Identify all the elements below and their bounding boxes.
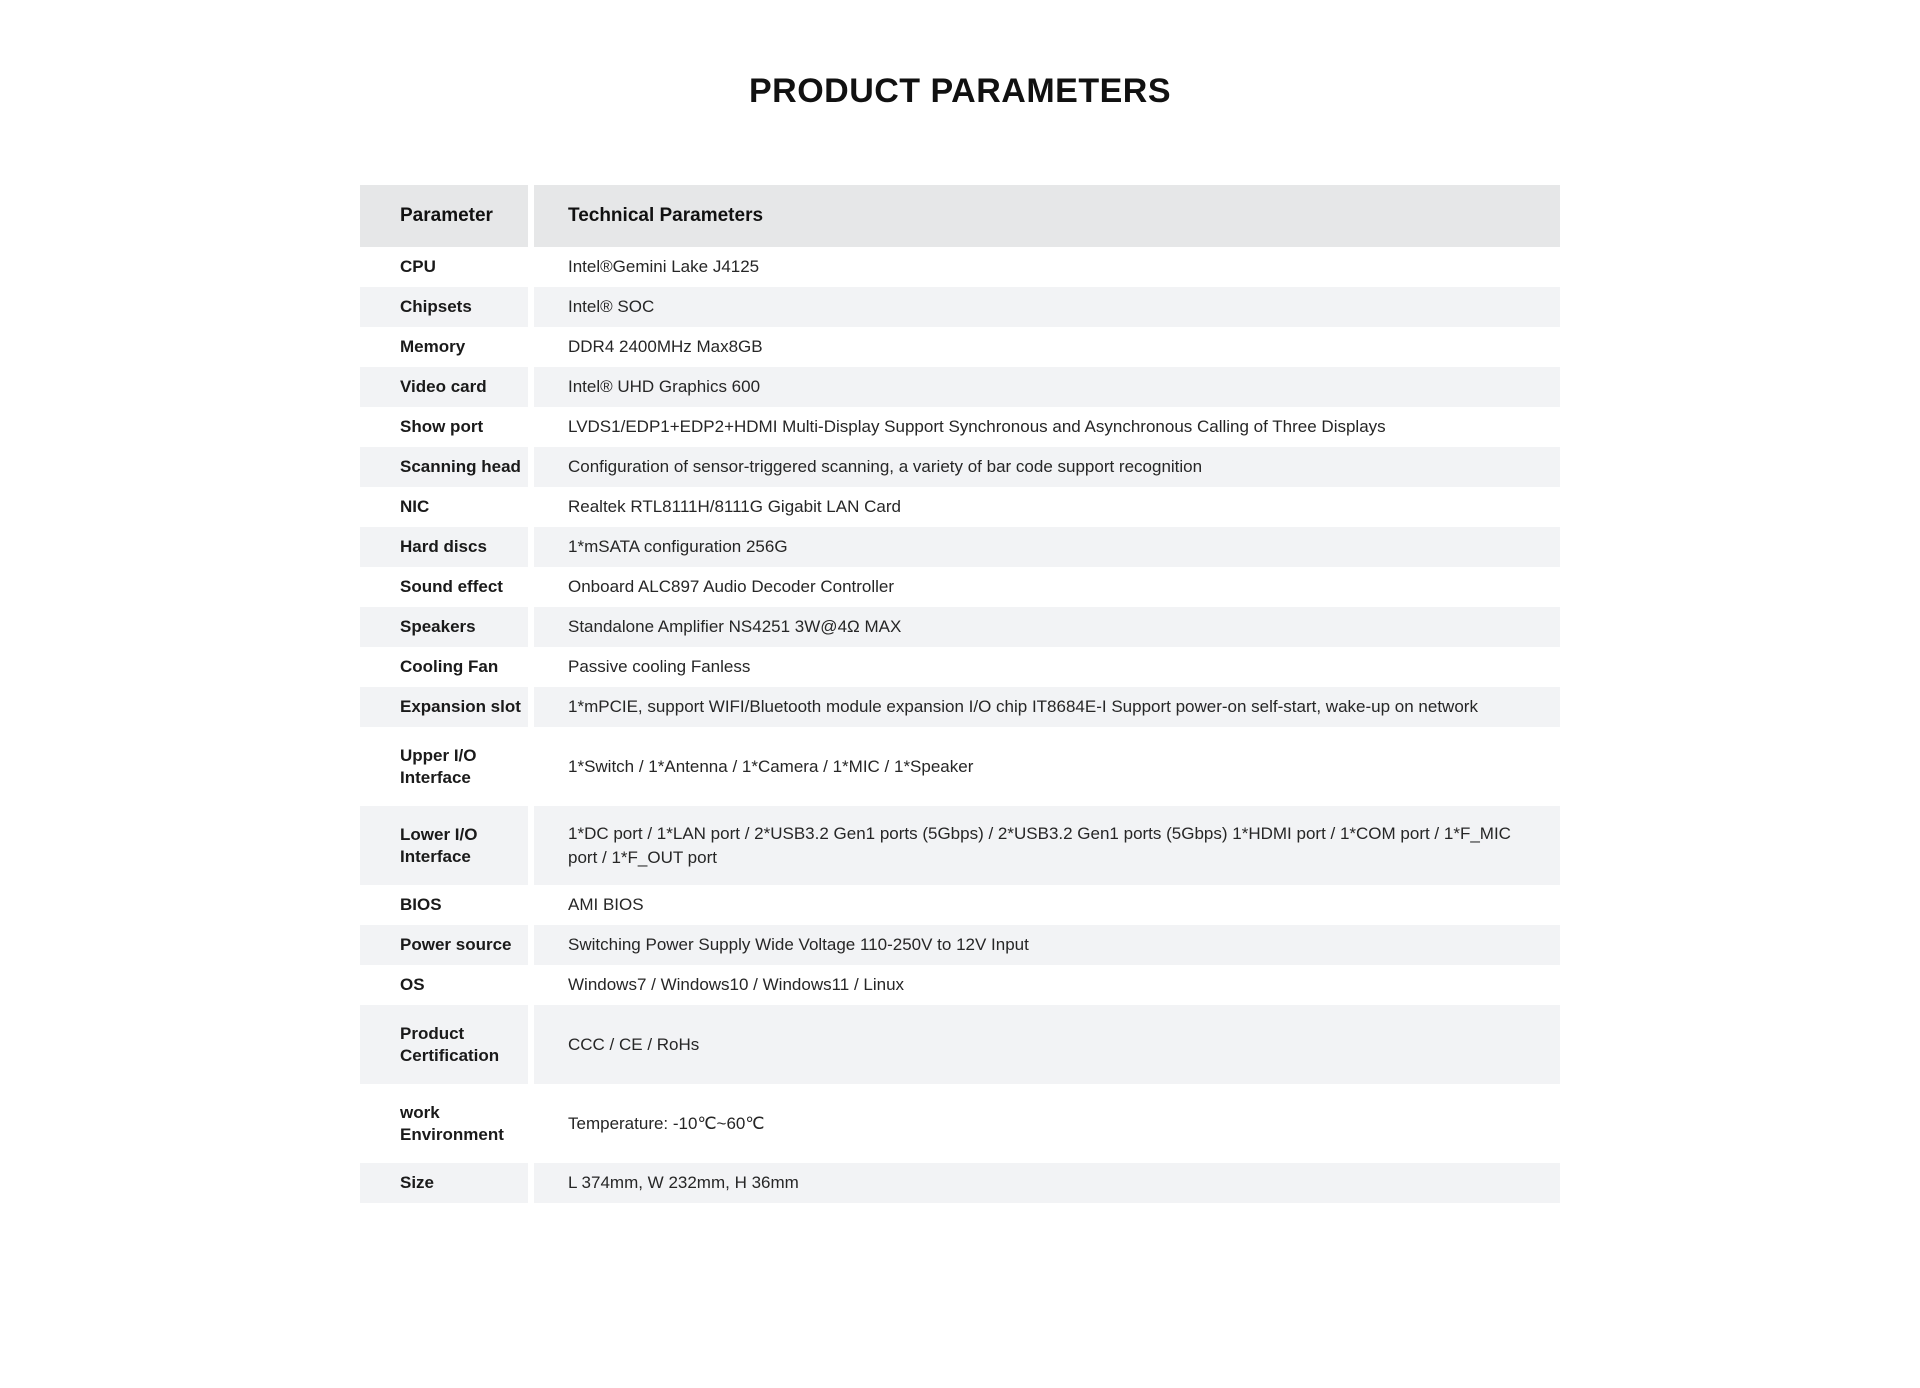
- parameter-value-cell: 1*mPCIE, support WIFI/Bluetooth module expansion I/O chip IT8684E-I Support power-on self-start, wake-up on network: [534, 687, 1560, 727]
- parameter-value-cell: Realtek RTL8111H/8111G Gigabit LAN Card: [568, 497, 901, 516]
- table-header-row: [360, 185, 1560, 247]
- parameter-value-cell: 1*mSATA configuration 256G: [534, 527, 1560, 567]
- parameter-value-cell: Temperature: -10℃~60℃: [568, 1113, 765, 1133]
- parameter-value-cell: L 374mm, W 232mm, H 36mm: [534, 1163, 1560, 1203]
- table-row: [360, 647, 1560, 687]
- parameter-name-cell: Cooling Fan: [400, 657, 499, 676]
- product-parameters-page: [0, 72, 1920, 1203]
- parameter-value-cell: DDR4 2400MHz Max8GB: [568, 337, 763, 356]
- parameter-value-cell: Standalone Amplifier NS4251 3W@4Ω MAX: [534, 607, 1560, 647]
- parameter-name-cell: Product Certification: [360, 1005, 528, 1084]
- parameter-name-cell: Hard discs: [360, 527, 528, 567]
- page-title: PRODUCT PARAMETERS: [748, 72, 1172, 110]
- table-row: [360, 1005, 1560, 1084]
- parameter-name-cell: Video card: [360, 367, 528, 407]
- table-row: [360, 727, 1560, 806]
- parameter-name-cell: Chipsets: [360, 287, 528, 327]
- parameter-name-cell: BIOS: [400, 895, 442, 914]
- parameter-name-cell: Show port: [400, 417, 484, 436]
- parameters-table: [360, 185, 1560, 1203]
- parameter-value-cell: Passive cooling Fanless: [568, 657, 751, 676]
- parameter-value-cell: 1*DC port / 1*LAN port / 2*USB3.2 Gen1 ports (5Gbps) / 2*USB3.2 Gen1 ports (5Gbps) 1*HDMI port / 1*COM port / 1*F_MIC port / 1*F_OUT port: [534, 806, 1560, 885]
- table-row: [360, 806, 1560, 885]
- table-row: [360, 567, 1560, 607]
- parameter-name-cell: Upper I/O Interface: [400, 745, 477, 787]
- table-row: [360, 527, 1560, 567]
- parameter-value-cell: Windows7 / Windows10 / Windows11 / Linux: [568, 975, 905, 994]
- parameter-name-cell: Speakers: [360, 607, 528, 647]
- parameter-value-cell: Intel® UHD Graphics 600: [534, 367, 1560, 407]
- column-header-parameter: Parameter: [360, 185, 528, 247]
- table-row: [360, 447, 1560, 487]
- parameter-name-cell: Sound effect: [400, 577, 503, 596]
- table-row: [360, 287, 1560, 327]
- parameter-value-cell: CCC / CE / RoHs: [534, 1005, 1560, 1084]
- parameter-name-cell: Expansion slot: [360, 687, 528, 727]
- table-body: [360, 247, 1560, 1203]
- parameter-name-cell: NIC: [400, 497, 430, 516]
- parameter-name-cell: Size: [360, 1163, 528, 1203]
- parameter-name-cell: work Environment: [400, 1102, 504, 1144]
- parameter-value-cell: Intel®Gemini Lake J4125: [568, 257, 760, 276]
- parameter-name-cell: Lower I/O Interface: [360, 806, 528, 885]
- table-row: [360, 965, 1560, 1005]
- parameter-value-cell: Switching Power Supply Wide Voltage 110-250V to 12V Input: [534, 925, 1560, 965]
- table-row: [360, 925, 1560, 965]
- table-row: [360, 327, 1560, 367]
- table-row: [360, 247, 1560, 287]
- parameter-name-cell: Power source: [360, 925, 528, 965]
- parameter-name-cell: Memory: [400, 337, 466, 356]
- table-row: [360, 367, 1560, 407]
- table-row: [360, 1163, 1560, 1203]
- parameter-name-cell: OS: [400, 975, 425, 994]
- table-row: [360, 607, 1560, 647]
- table-row: [360, 1084, 1560, 1163]
- table-row: [360, 487, 1560, 527]
- table-row: [360, 407, 1560, 447]
- parameter-value-cell: Onboard ALC897 Audio Decoder Controller: [568, 577, 895, 596]
- parameter-value-cell: 1*Switch / 1*Antenna / 1*Camera / 1*MIC / 1*Speaker: [568, 756, 974, 776]
- parameter-value-cell: Configuration of sensor-triggered scanning, a variety of bar code support recognition: [534, 447, 1560, 487]
- parameter-value-cell: Intel® SOC: [534, 287, 1560, 327]
- column-header-technical-parameters: Technical Parameters: [534, 185, 1560, 247]
- parameter-name-cell: Scanning head: [360, 447, 528, 487]
- table-row: [360, 885, 1560, 925]
- parameter-value-cell: AMI BIOS: [568, 895, 644, 914]
- parameter-value-cell: LVDS1/EDP1+EDP2+HDMI Multi-Display Support Synchronous and Asynchronous Calling of Three Displays: [568, 417, 1386, 436]
- parameter-name-cell: CPU: [400, 257, 436, 276]
- table-row: [360, 687, 1560, 727]
